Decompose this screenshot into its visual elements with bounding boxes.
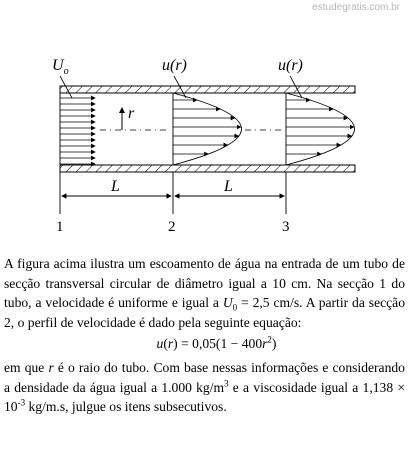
paragraph-2: em que r é o raio do tubo. Com base nessas informações e considerando a densidade da água igual a 1.000 $kg/m^3$ e a viscosidade igual a $1,138 \times 10^{-3}$ kg/m.s, julgue os itens subsecutivos. (4, 359, 405, 415)
label-r: r (128, 105, 135, 122)
uniform-profile (60, 93, 95, 165)
label-L1: L (111, 178, 120, 195)
velocity-equation: $u(r) = 0,05(1 - 400r^2)$ (156, 334, 277, 352)
watermark: estudegratis.com.br (312, 2, 400, 13)
label-U0: $U_o$ (52, 57, 69, 77)
label-L2: L (224, 178, 233, 195)
pipe-top-wall (60, 86, 355, 93)
section-3-label: 3 (282, 219, 290, 235)
section-2-label: 2 (168, 219, 176, 235)
problem-text (4, 254, 405, 417)
pipe-bottom-wall (60, 165, 355, 172)
parabolic-profile-section-3 (286, 93, 355, 165)
paragraph-1: A figura acima ilustra um escoamento de água na entrada de um tubo de secção transversal circular de diâmetro igual a 10 cm. Na secção 1 do tubo, a velocidade é uniforme e igual a $U_0 = 2,5$ cm/s. A partir da secção 2, o perfil de velocidade é dado pela seguinte equação: (4, 256, 405, 330)
parabolic-profile-section-2 (173, 93, 242, 165)
section-1-label: 1 (56, 219, 64, 235)
r-axis (122, 105, 135, 130)
section-markers (60, 172, 286, 214)
label-u-left: u(r) (162, 57, 187, 74)
label-u-right: u(r) (278, 57, 303, 74)
